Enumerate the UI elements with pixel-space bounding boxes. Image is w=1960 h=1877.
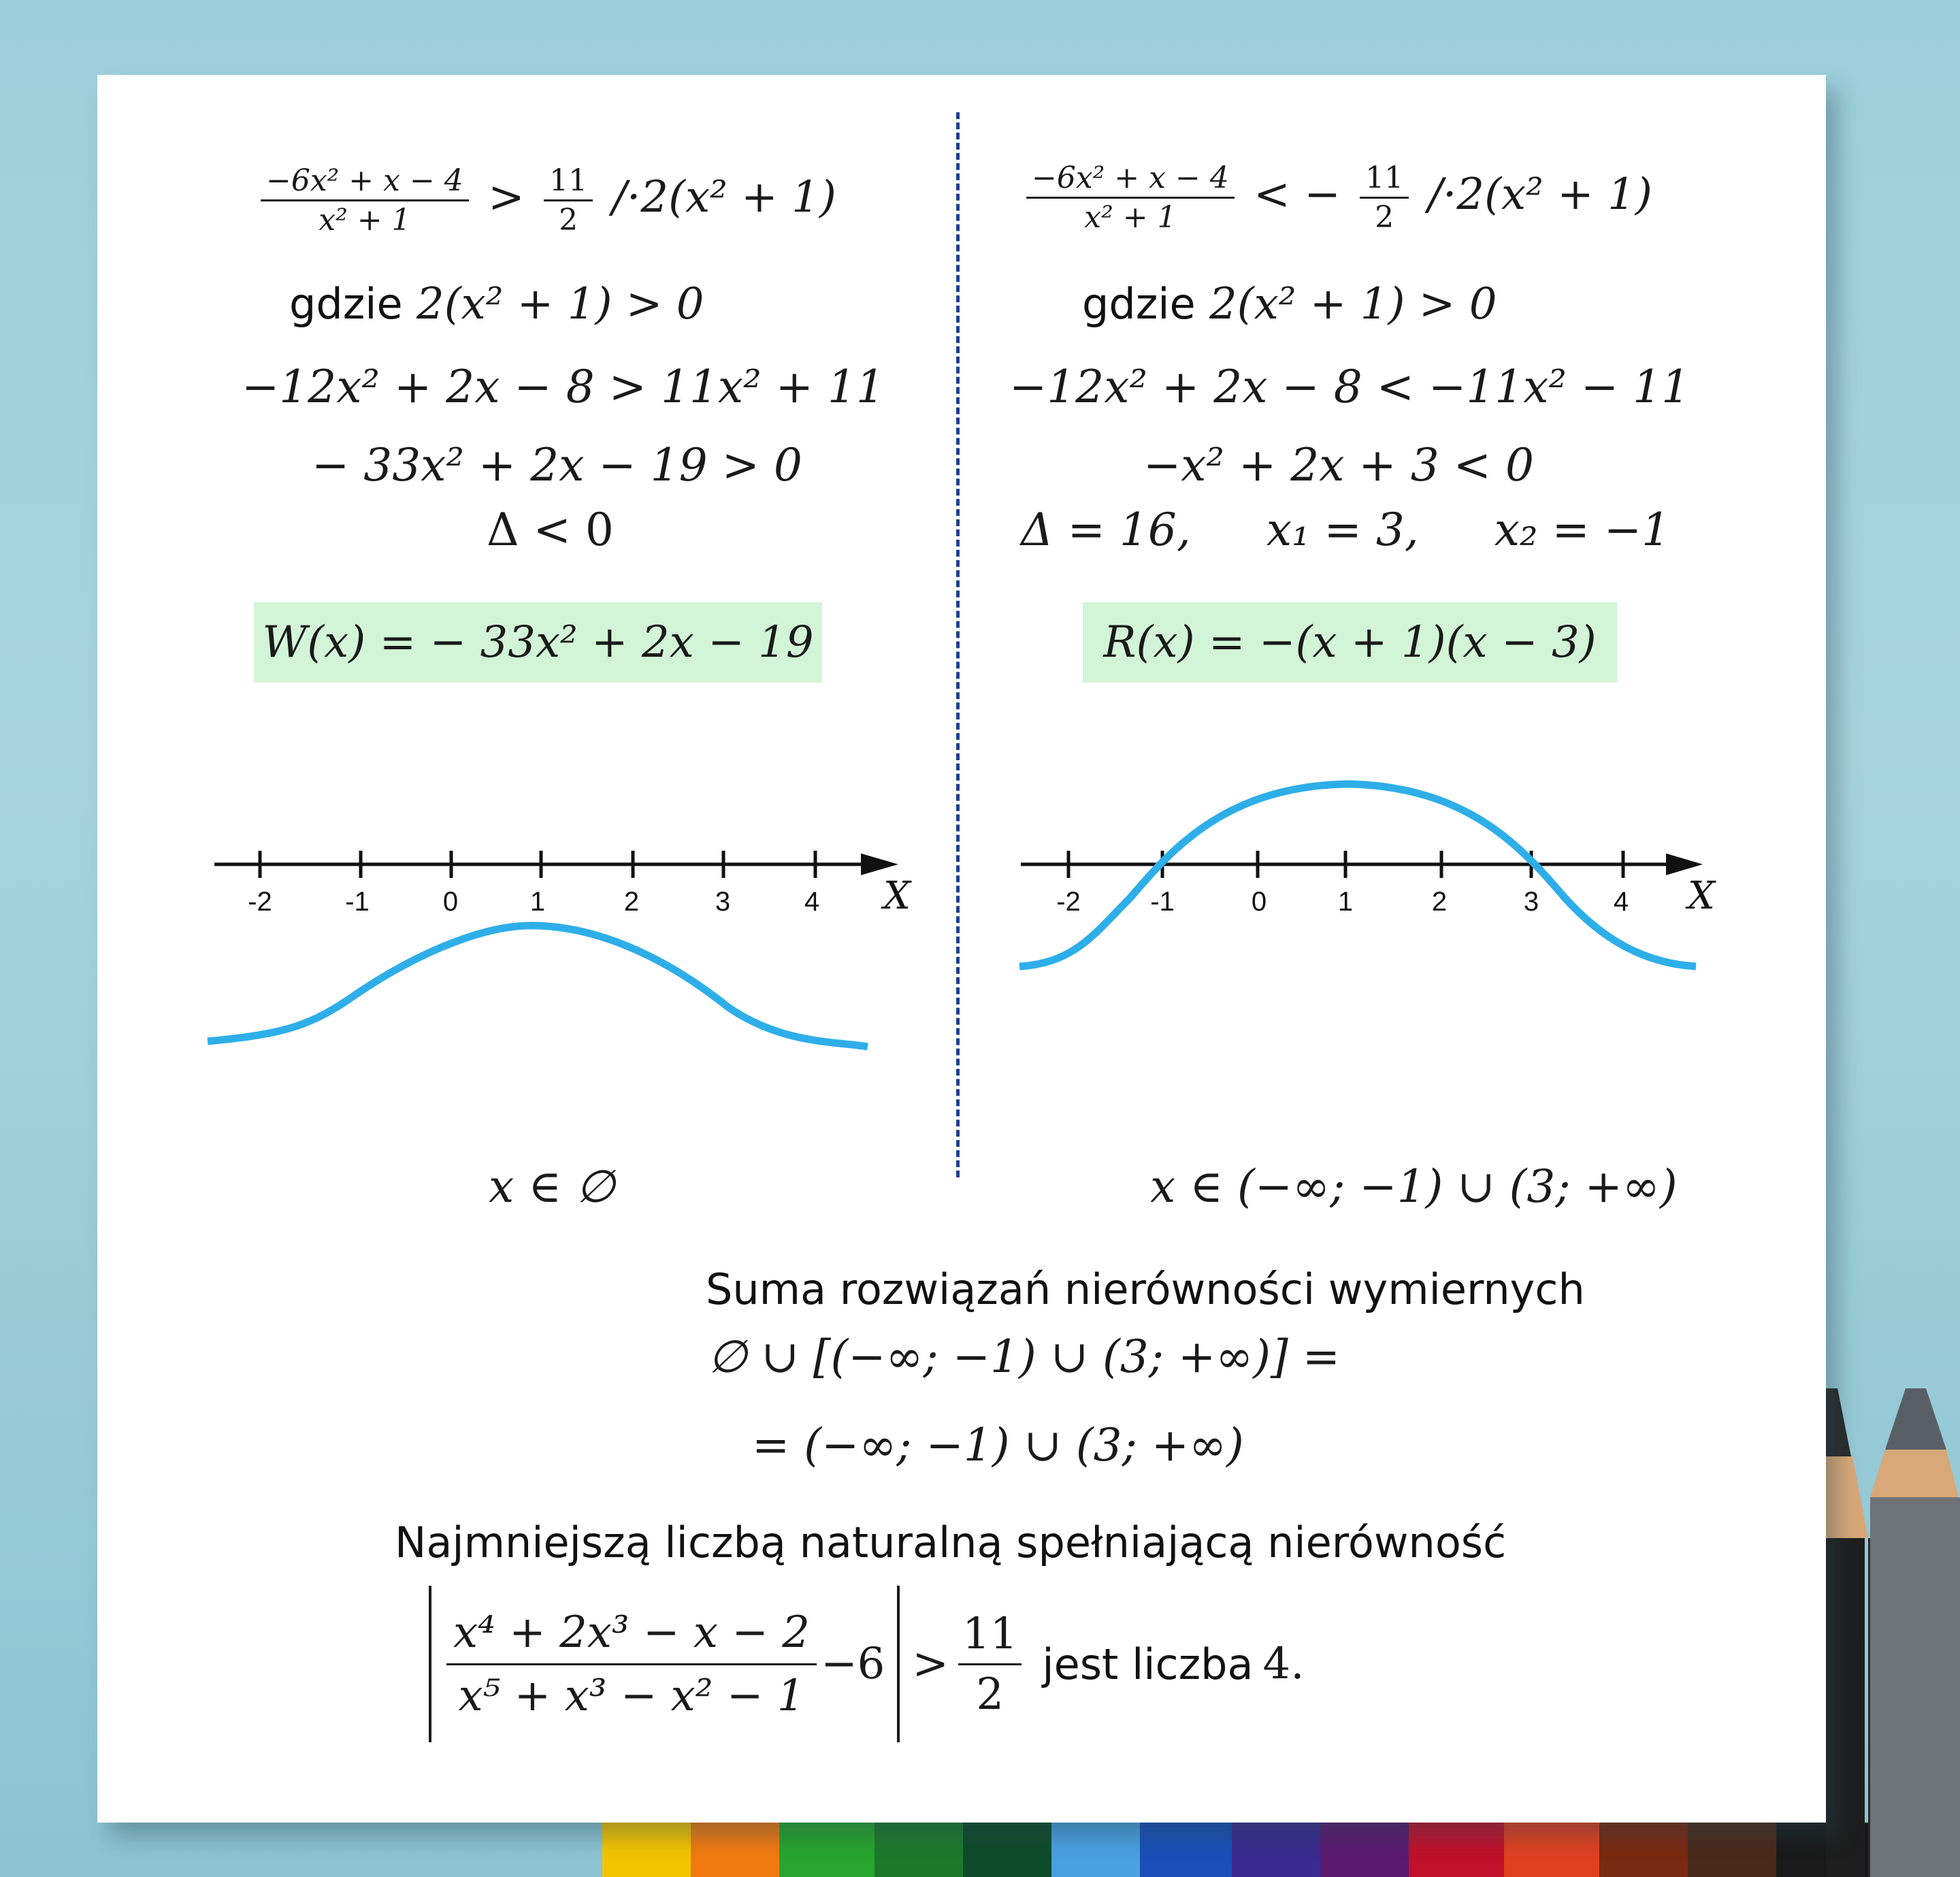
right-tick-label: -1 (1150, 887, 1175, 917)
right-graph (1007, 769, 1729, 1000)
right-line5 (1021, 504, 1670, 556)
final-denominator: x⁵ + x³ − x² − 1 (458, 1670, 805, 1721)
right-fraction-denominator: x² + 1 (1084, 200, 1177, 235)
final-rhs-numerator: 11 (958, 1609, 1022, 1665)
right-tick-label: 1 (1337, 887, 1354, 917)
side-pencils (1826, 1388, 1960, 1877)
right-rhs-numerator: 11 (1360, 161, 1409, 199)
right-line3: −12x² + 2x − 8 < −11x² − 11 (1009, 361, 1690, 413)
final-answer-value: 4. (1262, 1639, 1305, 1689)
final-rhs-denominator: 2 (976, 1669, 1004, 1720)
right-tick-label: 3 (1523, 887, 1539, 917)
right-rhs-fraction (1360, 161, 1409, 235)
summary-line1: ∅ ∪ [(−∞; −1) ∪ (3; +∞)] = (708, 1331, 1341, 1383)
left-tick-label: -2 (248, 887, 272, 917)
right-tick-label: -2 (1056, 887, 1081, 917)
left-gdzie-word: gdzie (289, 279, 403, 329)
right-tick-label: 2 (1431, 887, 1448, 917)
summary-heading: Suma rozwiązań nierówności wymiernych (706, 1264, 1585, 1314)
right-fraction-numerator: −6x² + x − 4 (1026, 161, 1235, 199)
right-root-x1: x₁ = 3, (1266, 504, 1419, 556)
left-fraction-numerator: −6x² + x − 4 (261, 163, 469, 201)
final-minus-six: −6 (820, 1639, 885, 1689)
left-solution: x ∈ ∅ (489, 1160, 615, 1213)
left-tick-label: 0 (442, 887, 459, 917)
abs-bar-right (897, 1586, 900, 1742)
right-multiplier: /·2(x² + 1) (1428, 169, 1652, 220)
left-multiplier: /·2(x² + 1) (612, 172, 836, 223)
left-inequality-line1 (255, 163, 836, 238)
right-solution: x ∈ (−∞; −1) ∪ (3; +∞) (1150, 1160, 1678, 1213)
abs-bar-left (429, 1586, 431, 1742)
right-tick-label: 4 (1613, 887, 1629, 917)
right-tick-label: 0 (1251, 887, 1267, 917)
left-axis-label: X (883, 874, 911, 918)
right-gdzie-word: gdzie (1082, 279, 1196, 329)
left-fraction-denominator: x² + 1 (318, 203, 411, 238)
left-tick-label: 3 (715, 887, 731, 917)
right-parabola-curve (1019, 784, 1696, 966)
left-line4: − 33x² + 2x − 19 > 0 (312, 439, 802, 491)
summary-line2: = (−∞; −1) ∪ (3; +∞) (752, 1419, 1244, 1471)
left-tick-label: 1 (529, 887, 546, 917)
left-tick-label: -1 (345, 887, 370, 917)
right-gdzie-line (1082, 279, 1497, 329)
right-function-box: R(x) = −(x + 1)(x − 3) (1083, 602, 1617, 683)
left-rhs-numerator: 11 (544, 163, 593, 201)
left-gdzie-line (289, 279, 704, 329)
right-root-x2: x₂ = −1 (1494, 504, 1671, 556)
right-gdzie-expression: 2(x² + 1) > 0 (1209, 279, 1497, 329)
right-line4: −x² + 2x + 3 < 0 (1143, 439, 1534, 491)
left-tick-label: 4 (804, 887, 820, 917)
left-operator: > (488, 172, 525, 223)
right-axis-label: X (1688, 874, 1715, 918)
left-rhs-denominator: 2 (559, 203, 578, 238)
final-fraction (446, 1607, 817, 1721)
bottom-pencils (602, 1823, 1960, 1877)
right-axis-arrow (1666, 853, 1703, 875)
left-tick-label: 2 (623, 887, 640, 917)
left-line3: −12x² + 2x − 8 > 11x² + 11 (242, 361, 885, 413)
left-graph (197, 837, 919, 1068)
left-gdzie-expression: 2(x² + 1) > 0 (416, 279, 704, 329)
left-parabola-curve (208, 926, 868, 1047)
left-main-fraction (261, 163, 469, 238)
final-tail-word: jest liczba (1042, 1639, 1254, 1689)
right-rhs-denominator: 2 (1375, 200, 1394, 235)
final-numerator: x⁴ + 2x³ − x − 2 (446, 1607, 817, 1665)
final-rhs-fraction (958, 1609, 1022, 1720)
right-operator: < − (1254, 169, 1341, 220)
left-rhs-fraction (544, 163, 593, 238)
left-function-box: W(x) = − 33x² + 2x − 19 (254, 602, 822, 683)
right-inequality-line1 (1021, 161, 1652, 235)
column-divider (956, 112, 960, 1177)
right-delta: Δ = 16, (1021, 504, 1191, 556)
left-line5: Δ < 0 (487, 504, 614, 556)
left-axis-arrow (861, 853, 898, 875)
final-operator: > (912, 1639, 949, 1689)
right-main-fraction (1026, 161, 1235, 235)
final-inequality (429, 1586, 1305, 1742)
final-heading: Najmniejszą liczbą naturalną spełniającą nierówność (395, 1518, 1507, 1567)
